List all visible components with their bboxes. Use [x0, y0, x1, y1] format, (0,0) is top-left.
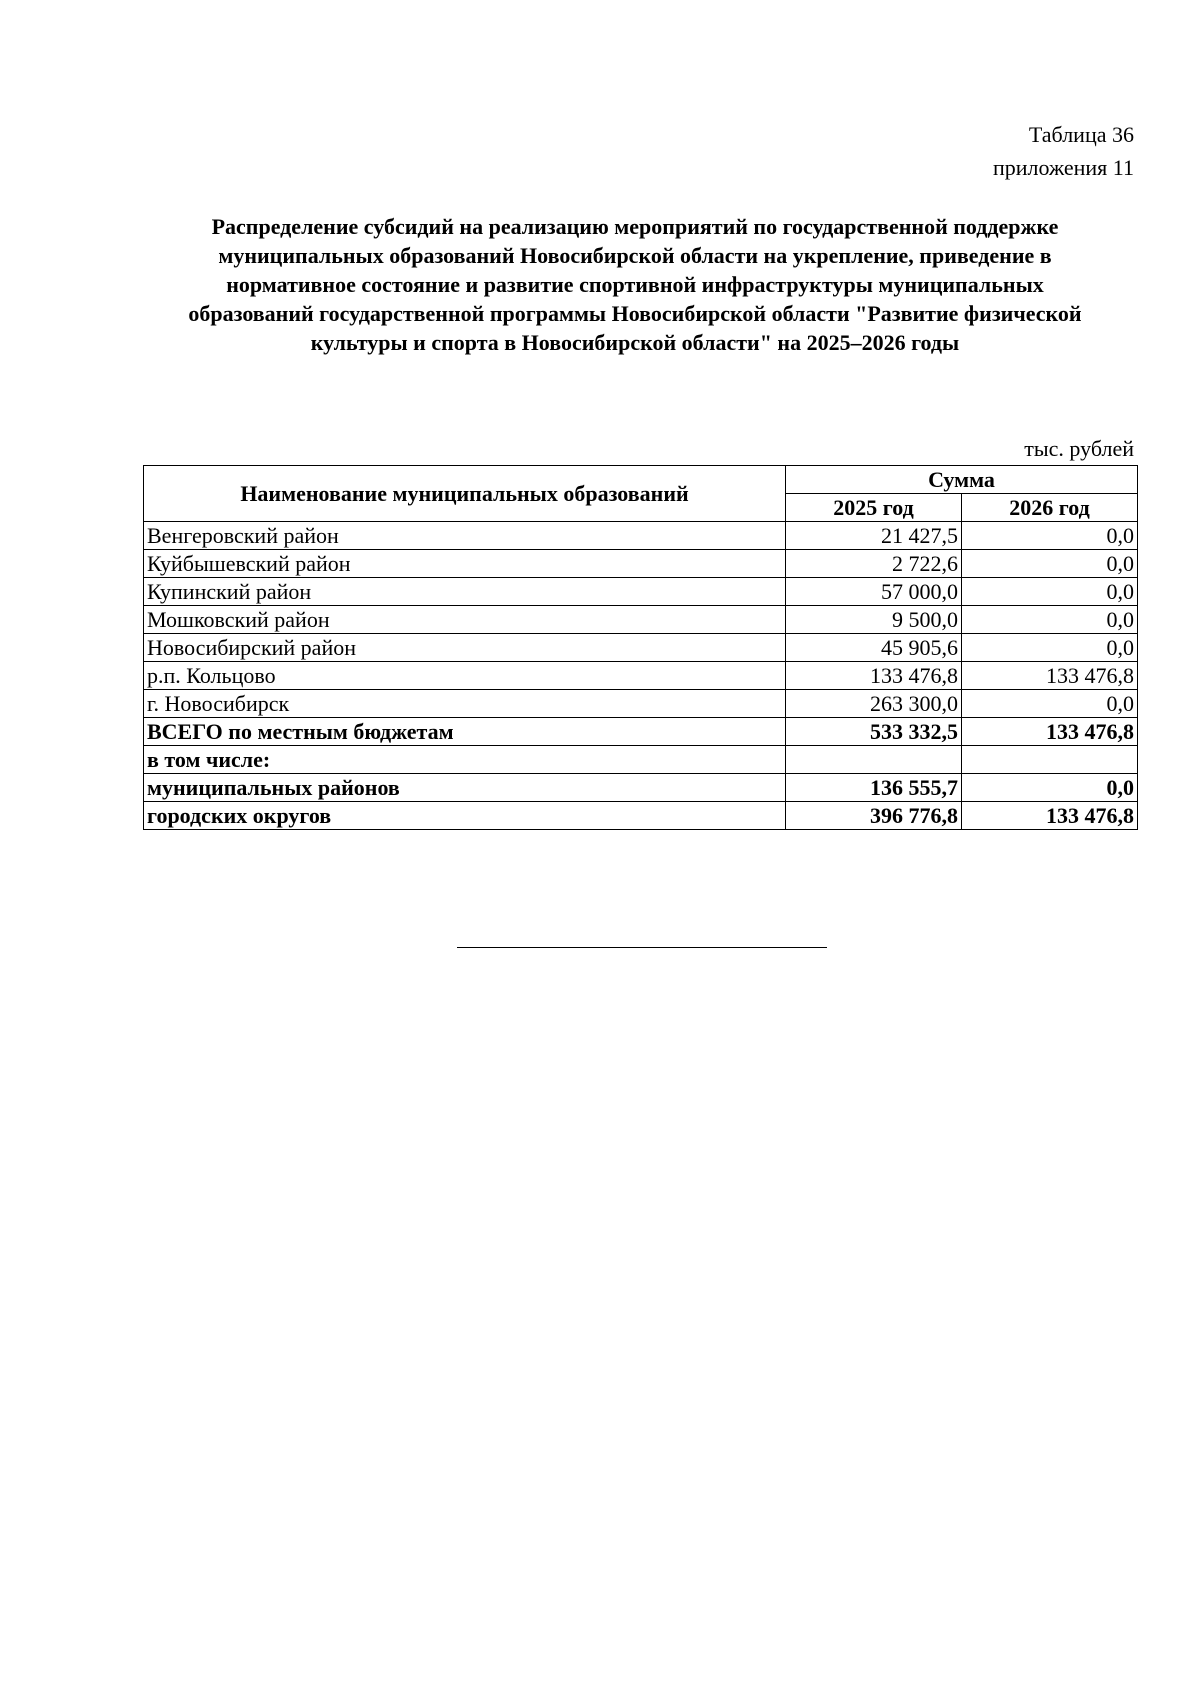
- row-value-2025: 133 476,8: [786, 662, 962, 690]
- row-value-2026: 0,0: [962, 606, 1138, 634]
- table-row: [144, 550, 1138, 578]
- subtotal-row: [144, 774, 1138, 802]
- row-value-2025: 9 500,0: [786, 606, 962, 634]
- row-value-2025: [786, 746, 962, 774]
- row-name: Новосибирский район: [144, 634, 786, 662]
- column-header-name: Наименование муниципальных образований: [144, 466, 786, 522]
- table-row: [144, 578, 1138, 606]
- row-name: р.п. Кольцово: [144, 662, 786, 690]
- row-value-2026: 0,0: [962, 690, 1138, 718]
- title-line-3: нормативное состояние и развитие спортивной инфраструктуры муниципальных: [226, 272, 1044, 297]
- row-value-2026: 133 476,8: [962, 718, 1138, 746]
- table-row: [144, 690, 1138, 718]
- row-value-2026: [962, 746, 1138, 774]
- row-value-2026: 133 476,8: [962, 662, 1138, 690]
- row-name: ВСЕГО по местным бюджетам: [144, 718, 786, 746]
- title-line-4: образований государственной программы Новосибирской области "Развитие физической: [188, 301, 1082, 326]
- title-line-5: культуры и спорта в Новосибирской области" на 2025–2026 годы: [310, 330, 960, 355]
- subsidy-table: [143, 465, 1138, 830]
- row-name: г. Новосибирск: [144, 690, 786, 718]
- subtotal-caption-row: [144, 746, 1138, 774]
- column-header-2025: 2025 год: [786, 494, 962, 522]
- units-label: тыс. рублей: [1024, 436, 1134, 461]
- row-value-2025: 396 776,8: [786, 802, 962, 830]
- row-name: Куйбышевский район: [144, 550, 786, 578]
- row-name: муниципальных районов: [144, 774, 786, 802]
- row-value-2026: 0,0: [962, 634, 1138, 662]
- table-row: [144, 662, 1138, 690]
- table-number: Таблица 36: [1028, 122, 1134, 147]
- row-value-2025: 136 555,7: [786, 774, 962, 802]
- table-row: [144, 606, 1138, 634]
- subtotal-row: [144, 802, 1138, 830]
- column-header-2026: 2026 год: [962, 494, 1138, 522]
- total-row: [144, 718, 1138, 746]
- row-value-2025: 45 905,6: [786, 634, 962, 662]
- table-header-row: [144, 466, 1138, 494]
- row-value-2026: 0,0: [962, 578, 1138, 606]
- row-value-2025: 57 000,0: [786, 578, 962, 606]
- title-line-1: Распределение субсидий на реализацию мероприятий по государственной поддержке: [211, 214, 1059, 239]
- row-value-2026: 133 476,8: [962, 802, 1138, 830]
- row-value-2026: 0,0: [962, 774, 1138, 802]
- title-line-2: муниципальных образований Новосибирской области на укрепление, приведение в: [218, 243, 1052, 268]
- end-divider: [457, 947, 827, 948]
- row-name: городских округов: [144, 802, 786, 830]
- table-row: [144, 522, 1138, 550]
- table-row: [144, 634, 1138, 662]
- table-reference: [993, 118, 1134, 184]
- row-value-2026: 0,0: [962, 522, 1138, 550]
- row-value-2026: 0,0: [962, 550, 1138, 578]
- row-value-2025: 21 427,5: [786, 522, 962, 550]
- appendix-reference: приложения 11: [992, 155, 1134, 180]
- document-title: [140, 212, 1130, 357]
- row-name: в том числе:: [144, 746, 786, 774]
- row-value-2025: 2 722,6: [786, 550, 962, 578]
- row-value-2025: 263 300,0: [786, 690, 962, 718]
- row-name: Купинский район: [144, 578, 786, 606]
- row-value-2025: 533 332,5: [786, 718, 962, 746]
- column-header-sum: Сумма: [786, 466, 1138, 494]
- row-name: Венгеровский район: [144, 522, 786, 550]
- row-name: Мошковский район: [144, 606, 786, 634]
